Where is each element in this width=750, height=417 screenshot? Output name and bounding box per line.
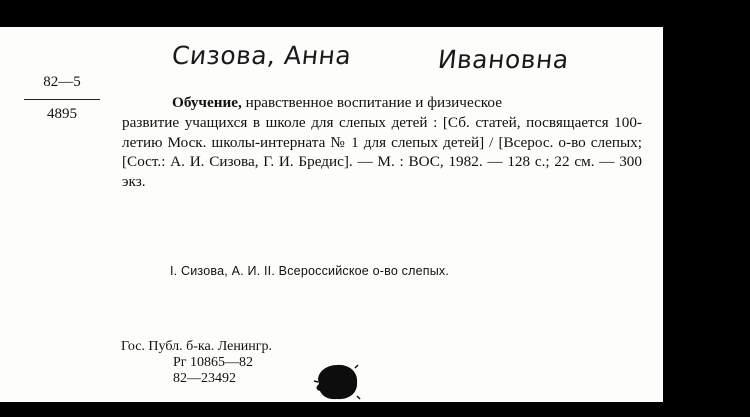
library-record-number: Рг 10865—82 bbox=[173, 355, 254, 370]
handwritten-author-name: Сизова, Анна bbox=[170, 41, 353, 70]
scan-border-right bbox=[663, 0, 750, 417]
entry-body: развитие учащихся в школе для слепых детей : [Сб. статей, посвящается 100-летию Моск. школы-интерната № 1 для слепых детей] / [Всерос. о-во слепых; [Сост.: А. И. Сизова, Г. И. Бредис]. — М. : ВОС, 1982. — 128 с.; 22 см. — 300 экз. bbox=[122, 113, 642, 191]
shelfmark bbox=[22, 73, 102, 124]
entry-title-heading: Обучение, bbox=[172, 94, 242, 111]
shelfmark-divider bbox=[24, 99, 100, 100]
library-name: Гос. Публ. б-ка. Ленингр. bbox=[121, 339, 273, 354]
ink-blot bbox=[313, 362, 361, 402]
shelfmark-top: 82—5 bbox=[43, 74, 81, 90]
scan-border-bottom bbox=[0, 402, 663, 417]
tracings: I. Сизова, А. И. II. Всероссийское о-во слепых. bbox=[170, 264, 450, 278]
library-accession-number: 82—23492 bbox=[173, 371, 236, 386]
bibliographic-entry bbox=[122, 93, 642, 192]
handwritten-author-patronymic: Ивановна bbox=[436, 45, 571, 74]
library-info bbox=[121, 339, 272, 387]
catalog-card bbox=[0, 27, 663, 402]
entry-title-continuation: нравственное воспитание и физическое bbox=[241, 94, 502, 111]
entry-first-line bbox=[122, 93, 642, 113]
shelfmark-bottom: 4895 bbox=[47, 106, 77, 122]
scan-border-top bbox=[0, 0, 663, 27]
